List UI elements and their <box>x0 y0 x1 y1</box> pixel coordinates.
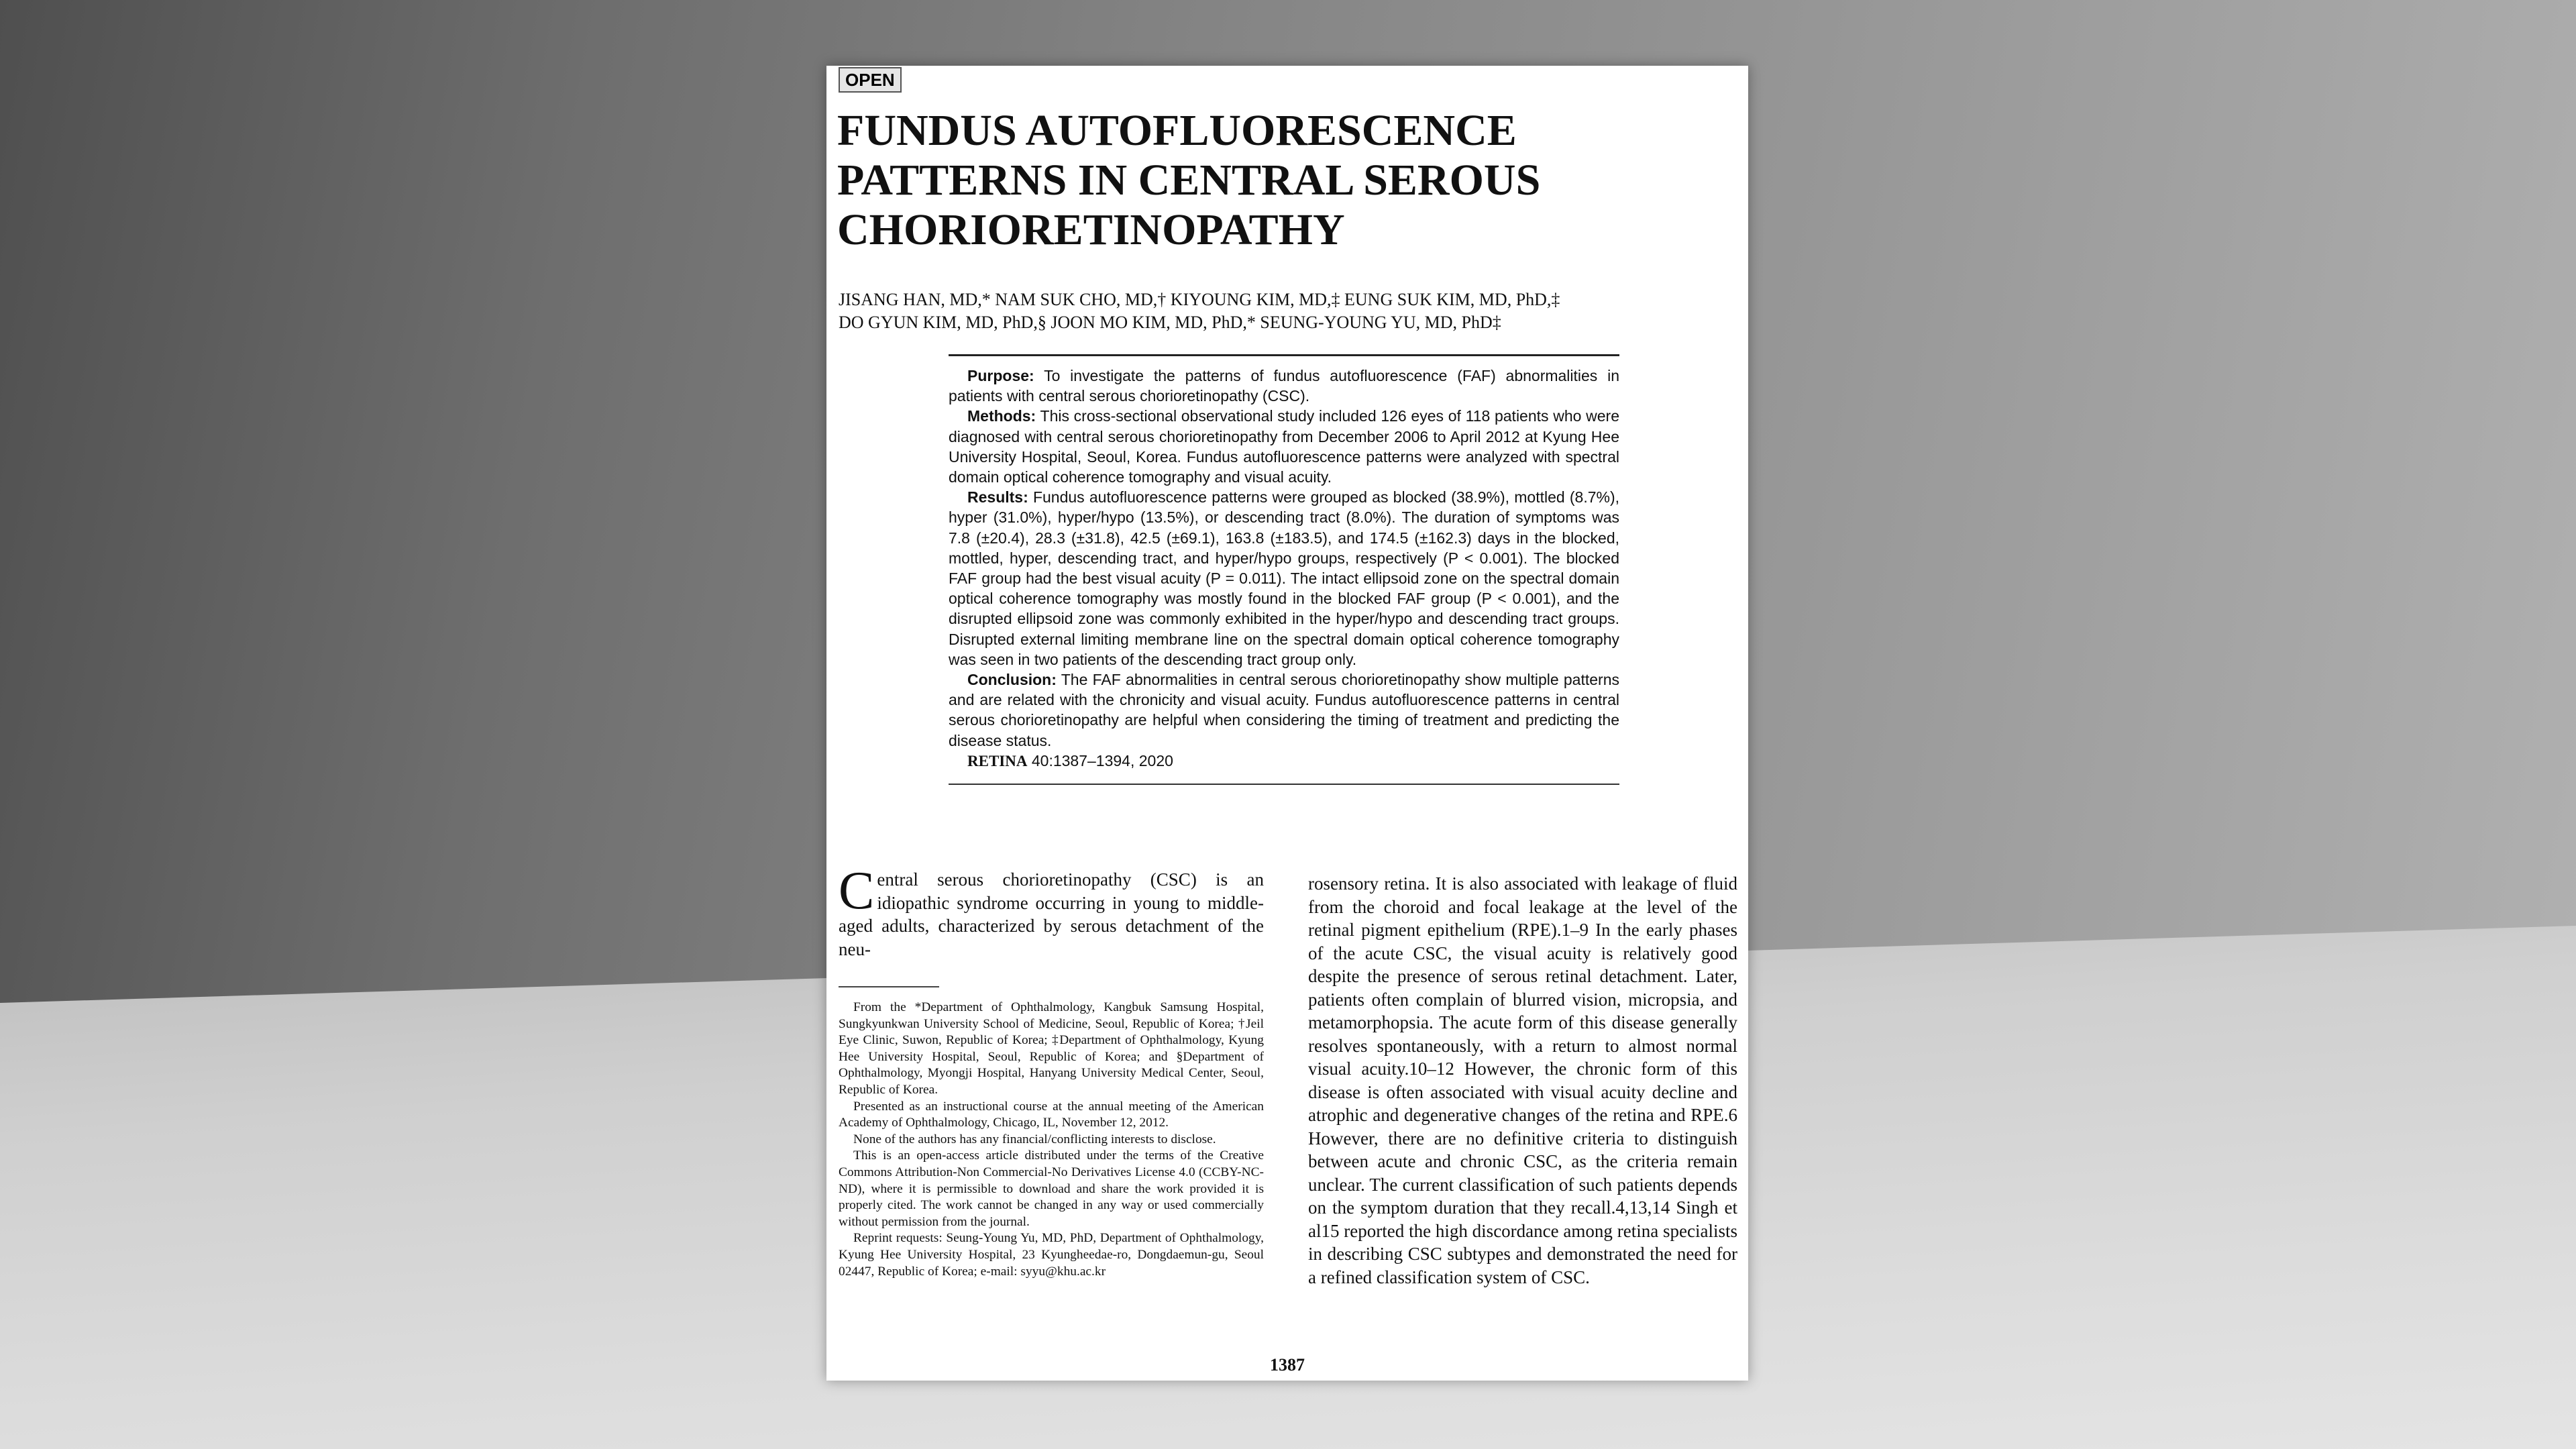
purpose-label: Purpose: <box>967 367 1034 384</box>
abstract-citation <box>949 751 1619 771</box>
intro-paragraph <box>839 861 1264 961</box>
purpose-text: To investigate the patterns of fundus autofluorescence (FAF) abnormalities in patients with central serous chorioretinopathy (CSC). <box>949 367 1619 405</box>
author-line: DO GYUN KIM, MD, PhD,§ JOON MO KIM, MD, PhD,* SEUNG-YOUNG YU, MD, PhD‡ <box>839 313 1501 332</box>
footnote-reprint: Reprint requests: Seung-Young Yu, MD, PhD, Department of Ophthalmology, Kyung Hee University Hospital, 23 Kyungheedae-ro, Dongdaemun-gu, Seoul 02447, Republic of Korea; e-mail: syyu@khu.ac.kr <box>839 1231 1264 1279</box>
author-list <box>839 288 1737 334</box>
citation-text: 40:1387–1394, 2020 <box>1031 751 1173 769</box>
footnote-affiliations: From the *Department of Ophthalmology, Kangbuk Samsung Hospital, Sungkyunkwan University School of Medicine, Seoul, Republic of Korea; †Jeil Eye Clinic, Suwon, Republic of Korea; ‡Department of Ophthalmology, Kyung Hee University Hospital, Seoul, Republic of Korea; and §Department of Ophthalmology, Myongji Hospital, Hanyang University Medical Center, Seoul, Republic of Korea. <box>839 1000 1264 1097</box>
methods-text: This cross-sectional observational study included 126 eyes of 118 patients who were diagnosed with central serous chorioretinopathy from December 2006 to April 2012 at Kyung Hee University Hospital, Seoul, Korea. Fundus autofluorescence patterns were analyzed with spectral domain optical coherence tomography and visual acuity. <box>949 407 1619 486</box>
methods-label: Methods: <box>967 407 1036 425</box>
intro-text: entral serous chorioretinopathy (CSC) is an idiopathic syndrome occurring in young to middle-aged adults, characterized by serous detachment of the neu- <box>839 869 1264 959</box>
footnote-conflicts: None of the authors has any financial/conflicting interests to disclose. <box>853 1132 1216 1146</box>
results-label: Results: <box>967 488 1028 506</box>
drop-cap: C <box>839 861 875 920</box>
footnotes <box>839 1000 1264 1280</box>
abstract-methods <box>949 406 1619 487</box>
journal-name: RETINA <box>967 752 1028 769</box>
body-column-left <box>839 861 1264 1280</box>
footnote-divider <box>839 986 939 987</box>
abstract-conclusion <box>949 669 1619 751</box>
open-access-badge: OPEN <box>839 67 902 93</box>
author-line: JISANG HAN, MD,* NAM SUK CHO, MD,† KIYOUNG KIM, MD,‡ EUNG SUK KIM, MD, PhD,‡ <box>839 290 1560 309</box>
footnote-presented: Presented as an instructional course at the annual meeting of the American Academy of Ophthalmology, Chicago, IL, November 12, 2012. <box>839 1099 1264 1130</box>
article-page <box>826 66 1748 1381</box>
abstract-results <box>949 487 1619 669</box>
conclusion-text: The FAF abnormalities in central serous chorioretinopathy show multiple patterns and are related with the chronicity and visual acuity. Fundus autofluorescence patterns in central serous chorioretinopathy are helpful when considering the timing of treatment and predicting the disease status. <box>949 671 1619 749</box>
abstract <box>949 354 1619 785</box>
abstract-purpose <box>949 366 1619 406</box>
body-paragraph: rosensory retina. It is also associated with leakage of fluid from the choroid and focal leakage at the level of the retinal pigment epithelium (RPE).1–9 In the early phases of the acute CSC, the visual acuity is relatively good despite the presence of serous retinal detachment. Later, patients often complain of blurred vision, micropsia, and metamorphopsia. The acute form of this disease generally resolves spontaneously, with a return to almost normal visual acuity.10–12 However, the chronic form of this disease is often associated with visual acuity decline and atrophic and degenerative changes of the retina and RPE.6 However, there are no definitive criteria to distinguish between acute and chronic CSC, as the criteria remain unclear. The current classification of such patients depends on the symptom duration that they recall.4,13,14 Singh et al15 reported the high discordance among retina specialists in describing CSC subtypes and demonstrated the need for a refined classification system of CSC. <box>1308 873 1737 1287</box>
article-title: FUNDUS AUTOFLUORESCENCE PATTERNS IN CENTRAL SEROUS CHORIORETINOPATHY <box>837 106 1541 254</box>
results-text: Fundus autofluorescence patterns were grouped as blocked (38.9%), mottled (8.7%), hyper (31.0%), hyper/hypo (13.5%), or descending tract (8.0%). The duration of symptoms was 7.8 (±20.4), 28.3 (±31.8), 42.5 (±69.1), 163.8 (±183.5), and 174.5 (±162.3) days in the blocked, mottled, hyper, descending tract, and hyper/hypo groups, respectively (P < 0.001). The blocked FAF group had the best visual acuity (P = 0.011). The intact ellipsoid zone on the spectral domain optical coherence tomography was mostly found in the blocked FAF group (P < 0.001), and the disrupted ellipsoid zone was commonly exhibited in the hyper/hypo and descending tract groups. Disrupted external limiting membrane line on the spectral domain optical coherence tomography was seen in two patients of the descending tract group only. <box>949 488 1620 668</box>
page-number: 1387 <box>1270 1355 1305 1375</box>
footnote-license: This is an open-access article distributed under the terms of the Creative Commons Attribution-Non Commercial-No Derivatives License 4.0 (CCBY-NC-ND), where it is permissible to download and share the work provided it is properly cited. The work cannot be changed in any way or used commercially without permission from the journal. <box>839 1148 1264 1229</box>
body-column-right <box>1308 872 1737 1289</box>
conclusion-label: Conclusion: <box>967 671 1057 689</box>
